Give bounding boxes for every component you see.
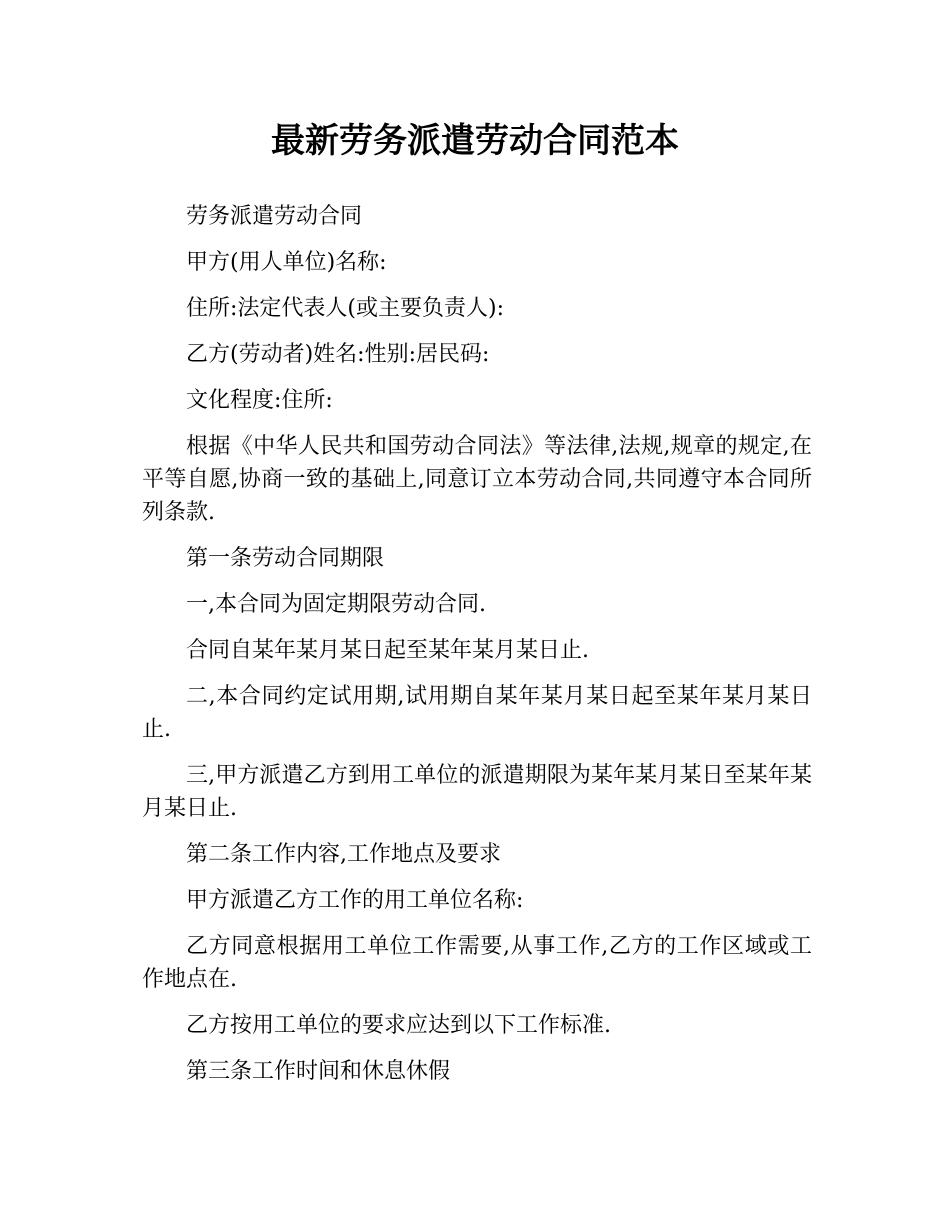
paragraph: 乙方(劳动者)姓名:性别:居民码: (186, 342, 490, 367)
paragraph: 第二条工作内容,工作地点及要求 (186, 842, 501, 867)
paragraph: 甲方派遣乙方工作的用工单位名称: (186, 888, 524, 913)
paragraph: 第一条劳动合同期限 (186, 546, 385, 571)
paragraph: 二,本合同约定试用期,试用期自某年某月某日起至某年某月某日止. (142, 684, 812, 742)
paragraph: 乙方按用工单位的要求应达到以下工作标准. (186, 1013, 611, 1038)
paragraph: 乙方同意根据用工单位工作需要,从事工作,乙方的工作区域或工作地点在. (142, 934, 812, 992)
paragraph: 一,本合同为固定期限劳动合同. (186, 592, 486, 617)
paragraph: 三,甲方派遣乙方到用工单位的派遣期限为某年某月某日至某年某月某日止. (142, 763, 812, 821)
paragraph: 第三条工作时间和休息休假 (186, 1059, 451, 1084)
paragraph: 劳务派遣劳动合同 (186, 204, 363, 229)
paragraph: 甲方(用人单位)名称: (186, 250, 387, 275)
document-body (142, 200, 812, 1101)
paragraph: 住所:法定代表人(或主要负责人): (186, 296, 504, 321)
paragraph: 文化程度:住所: (186, 388, 333, 413)
document-title: 最新劳务派遣劳动合同范本 (271, 121, 679, 161)
paragraph: 根据《中华人民共和国劳动合同法》等法律,法规,规章的规定,在平等自愿,协商一致的基础上,同意订立本劳动合同,共同遵守本合同所列条款. (142, 434, 812, 525)
paragraph: 合同自某年某月某日起至某年某月某日止. (186, 638, 589, 663)
